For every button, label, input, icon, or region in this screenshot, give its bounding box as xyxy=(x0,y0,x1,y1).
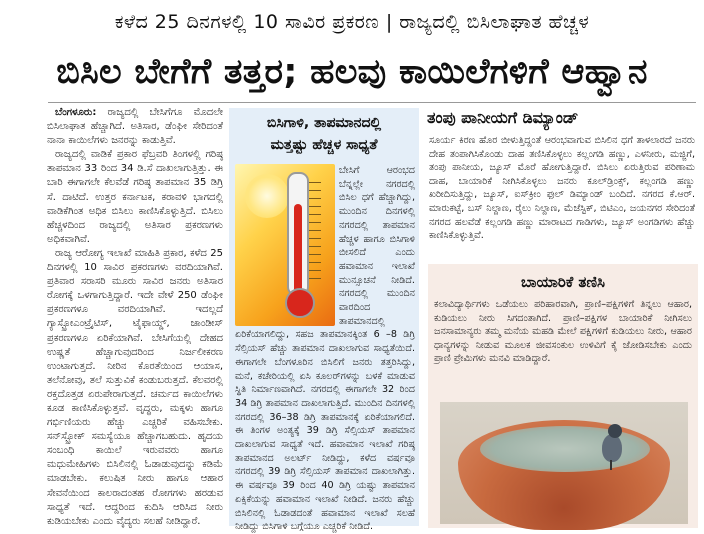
thermometer-ticks xyxy=(309,182,321,282)
bird-head xyxy=(608,424,622,438)
bird-icon xyxy=(598,424,628,470)
right-top-body xyxy=(429,134,695,258)
middle-box-heading xyxy=(229,112,419,162)
right-box-body xyxy=(434,298,692,398)
left-paragraph-3: ರಾಜ್ಯ ಆರೋಗ್ಯ ಇಲಾಖೆ ಮಾಹಿತಿ ಪ್ರಕಾರ, ಕಳೆದ 25 ದಿನಗಳಲ್ಲಿ 10 ಸಾವಿರ ಪ್ರಕರಣಗಳು ವರದಿಯಾಗಿವೆ. ಪ್ರತಿವಾರ ಸರಾಸರಿ ಮೂರು ಸಾವಿರ ಜನರು ಅತಿಸಾರ ರೋಗಕ್ಕೆ ಒಳಗಾಗುತ್ತಿದ್ದಾರೆ. ಇದೇ ವೇಳೆ 250 ಡೆಂಘೀ ಪ್ರಕರಣಗಳೂ ವರದಿಯಾಗಿವೆ. ಇದಲ್ಲದೆ ಗ್ಯಾಸ್ಟ್ರೋಎಂಟ್ರೈಟಿಸ್, ಟೈಫಾಯ್ಡ್, ಜಾಂಡೀಸ್ ಪ್ರಕರಣಗಳೂ ಏರಿಕೆಯಾಗಿವೆ. ಬೇಸಿಗೆಯಲ್ಲಿ ದೇಹದ ಉಷ್ಣತೆ ಹೆಚ್ಚಾಗುವುದರಿಂದ ನಿರ್ಜಲೀಕರಣ ಉಂಟಾಗುತ್ತದೆ. ನೀರಿನ ಕೊರತೆಯಿಂದ ಆಯಾಸ, ತಲೆನೋವು, ತಲೆ ಸುತ್ತುವಿಕೆ ಕಂಡುಬರುತ್ತದೆ. ಕೆಲವರಲ್ಲಿ ರಕ್ತದೊತ್ತಡ ಏರುಪೇರಾಗುತ್ತದೆ. ಚರ್ಮದ ಕಾಯಿಲೆಗಳು ಕೂಡ ಕಾಣಿಸಿಕೊಳ್ಳುತ್ತವೆ. ವೃದ್ಧರು, ಮಕ್ಕಳು ಹಾಗೂ ಗರ್ಭಿಣಿಯರು ಹೆಚ್ಚು ಎಚ್ಚರಿಕೆ ವಹಿಸಬೇಕು. ಸನ್‌ಸ್ಟ್ರೋಕ್ ಸಮಸ್ಯೆಯೂ ಹೆಚ್ಚಾಗಬಹುದು. ಹೃದಯ ಸಂಬಂಧಿ ಕಾಯಿಲೆ ಇರುವವರು ಹಾಗೂ ಮಧುಮೇಹಿಗಳು ಬಿಸಿಲಿನಲ್ಲಿ ಓಡಾಡುವುದನ್ನು ಕಡಿಮೆ ಮಾಡಬೇಕು. ಕಲುಷಿತ ನೀರು ಹಾಗೂ ಆಹಾರ ಸೇವನೆಯಿಂದ ಕಾಲರಾದಂತಹ ರೋಗಗಳು ಹರಡುವ ಸಾಧ್ಯತೆ ಇದೆ. ಆದ್ದರಿಂದ ಕುದಿಸಿ ಆರಿಸಿದ ನೀರು ಕುಡಿಯಬೇಕು ಎಂದು ವೈದ್ಯರು ಸಲಹೆ ನೀಡಿದ್ದಾರೆ. xyxy=(47,247,223,527)
dateline: ಬೆಂಗಳೂರು: xyxy=(55,107,97,118)
bird-leg xyxy=(610,460,612,470)
kicker-line: ಕಳೆದ 25 ದಿನಗಳಲ್ಲಿ 10 ಸಾವಿರ ಪ್ರಕರಣ | ರಾಜ್ಯದಲ್ಲಿ ಬಿಸಿಲಾಘಾತ ಹೆಚ್ಚಳ xyxy=(114,11,590,33)
left-column xyxy=(47,106,223,526)
right-top-text: ಸೂರ್ಯ ಕಿರಣ ಹೊರ ಬೀಳುತ್ತಿದ್ದಂತೆ ಆರಂಭವಾಗುವ ಬಿಸಿಲಿನ ಧಗೆ ತಾಳಲಾರದೆ ಜನರು ದೇಹ ತಂಪಾಗಿಸಿಕೊಂಡು ದಾಹ ತಣಿಸಿಕೊಳ್ಳಲು ಕಲ್ಲಂಗಡಿ ಹಣ್ಣು, ಎಳನೀರು, ಮಜ್ಜಿಗೆ, ತಂಪು ಪಾನೀಯ, ಜ್ಯೂಸ್ ಮೊರೆ ಹೋಗುತ್ತಿದ್ದಾರೆ. ಬಿಸಿಲು ಏರುತ್ತಿರುವ ಪರಿಣಾಮ ದಾಹ, ಬಾಯಾರಿಕೆ ನೀಗಿಸಿಕೊಳ್ಳಲು ಜನರು ಕೂಲ್‌ಡ್ರಿಂಕ್ಸ್, ಕಲ್ಲಂಗಡಿ ಹಣ್ಣು ಖರೀದಿಸುತ್ತಿದ್ದು, ಜ್ಯೂಸ್, ಐಸ್‌ಕ್ರೀಂ ಫುಲ್ ಡಿಮ್ಯಾಂಡ್ ಬಂದಿದೆ. ನಗರದ ಕೆ.ಆರ್. ಮಾರುಕಟ್ಟೆ, ಬಸ್ ನಿಲ್ದಾಣ, ರೈಲು ನಿಲ್ದಾಣ, ಮೆಜೆಸ್ಟಿಕ್, ಬಿಟಿಎಂ, ಜಯನಗರ ಸೇರಿದಂತೆ ನಗರದ ಹಲವೆಡೆ ಕಲ್ಲಂಗಡಿ ಹಣ್ಣು ಮಾರಾಟದ ಗಾಡಿಗಳು, ಜ್ಯೂಸ್ ಅಂಗಡಿಗಳು ಹೆಚ್ಚು ಕಾಣಿಸಿಕೊಳ್ಳುತ್ತಿವೆ. xyxy=(429,135,695,242)
right-box-text: ಕಲಾವಿದ್ಯಾರ್ಥಿಗಳು ಒಡೆಯಲು ಪರಿಹಾರವಾಗಿ, ಪ್ರಾಣಿ–ಪಕ್ಷಿಗಳಿಗೆ ತಿನ್ನಲು ಆಹಾರ, ಕುಡಿಯಲು ನೀರು ಸಿಗದಂತಾಗಿದೆ. ಪ್ರಾಣಿ–ಪಕ್ಷಿಗಳ ಬಾಯಾರಿಕೆ ನೀಗಿಸಲು ಜನಸಾಮಾನ್ಯರು ತಮ್ಮ ಮನೆಯ ಮಹಡಿ ಮೇಲೆ ಪಕ್ಷಿಗಳಿಗೆ ಕುಡಿಯಲು ನೀರು, ಆಹಾರ ಧಾನ್ಯಗಳನ್ನು ನೀಡುವ ಮೂಲಕ ಜೀವಸಂಕುಲ ಉಳಿವಿಗೆ ಕೈ ಜೋಡಿಸಬೇಕು ಎಂದು ಪ್ರಾಣಿ ಪ್ರೇಮಿಗಳು ಮನವಿ ಮಾಡಿದ್ದಾರೆ. xyxy=(434,299,692,365)
middle-box-body xyxy=(235,164,415,533)
middle-heading-line-2: ಮತ್ತಷ್ಟು ಹೆಚ್ಚಳ ಸಾಧ್ಯತೆ xyxy=(270,137,378,153)
thermometer-mercury xyxy=(294,204,302,296)
thermometer-bulb xyxy=(285,288,315,318)
main-headline: ಬಿಸಿಲ ಬೇಗೆಗೆ ತತ್ತರ; ಹಲವು ಕಾಯಿಲೆಗಳಿಗೆ ಆಹ್ವಾನ xyxy=(56,52,648,92)
middle-heading-line-1: ಬಿಸಿಗಾಳಿ, ತಾಪಮಾನದಲ್ಲಿ xyxy=(266,115,382,131)
bird-bowl-photo xyxy=(440,402,688,524)
right-top-heading: ತಂಪು ಪಾನೀಯಗೆ ಡಿಮ್ಯಾಂಡ್ xyxy=(427,108,579,127)
sun-icon xyxy=(245,174,289,218)
left-paragraph-1 xyxy=(47,106,223,148)
left-paragraph-1-text: ರಾಜ್ಯದಲ್ಲಿ ಬೇಸಿಗೆಗೂ ಮೊದಲೇ ಬಿಸಿಲಾಘಾತ ಹೆಚ್ಚಾಗಿದೆ. ಅತಿಸಾರ, ಡೆಂಘೀ ಸೇರಿದಂತೆ ನಾನಾ ಕಾಯಿಲೆಗಳು ಜನರನ್ನು ಕಾಡುತ್ತಿವೆ. xyxy=(47,107,223,147)
divider xyxy=(48,102,696,103)
middle-box-text: ಬೇಸಿಗೆ ಆರಂಭದ ಬೆನ್ನಲ್ಲೇ ನಗರದಲ್ಲಿ ಬಿಸಿಲ ಧಗೆ ಹೆಚ್ಚಾಗಿದ್ದು, ಮುಂದಿನ ದಿನಗಳಲ್ಲಿ ನಗರದಲ್ಲಿ ತಾಪಮಾನ ಹೆಚ್ಚಳ ಹಾಗೂ ಬಿಸಿಗಾಳಿ ಬೀಸಲಿದೆ ಎಂದು ಹವಾಮಾನ ಇಲಾಖೆ ಮುನ್ಸೂಚನೆ ನೀಡಿದೆ. ನಗರದಲ್ಲಿ ಮುಂದಿನ ವಾರದಿಂದ ತಾಪಮಾನದಲ್ಲಿ ಏರಿಕೆಯಾಗಲಿದ್ದು, ಸಹಜ ತಾಪಮಾನಕ್ಕಿಂತ 6 –8 ಡಿಗ್ರಿ ಸೆಲ್ಸಿಯಸ್ ಹೆಚ್ಚು ತಾಪಮಾನ ದಾಖಲಾಗುವ ಸಾಧ್ಯತೆಯಿದೆ. ಈಗಾಗಲೇ ಬೆಂಗಳೂರಿನ ಬಿಸಿಲಿಗೆ ಜನರು ತತ್ತರಿಸಿದ್ದು, ಮನೆ, ಕಚೇರಿಯಲ್ಲಿ ಏಸಿ ಕೂಲರ್‌ಗಳನ್ನು ಬಳಕೆ ಮಾಡುವ ಸ್ಥಿತಿ ನಿರ್ಮಾಣವಾಗಿದೆ. ನಗರದಲ್ಲಿ ಈಗಾಗಲೇ 32 ರಿಂದ 34 ಡಿಗ್ರಿ ತಾಪಮಾನ ದಾಖಲಾಗುತ್ತಿದೆ. ಮುಂದಿನ ದಿನಗಳಲ್ಲಿ ನಗರದಲ್ಲಿ 36–38 ಡಿಗ್ರಿ ತಾಪಮಾನಕ್ಕೆ ಏರಿಕೆಯಾಗಲಿದೆ. ಈ ತಿಂಗಳ ಅಂತ್ಯಕ್ಕೆ 39 ಡಿಗ್ರಿ ಸೆಲ್ಸಿಯಸ್ ತಾಪಮಾನ ದಾಖಲಾಗುವ ಸಾಧ್ಯತೆ ಇದೆ. ಹವಾಮಾನ ಇಲಾಖೆ ಗರಿಷ್ಠ ತಾಪಮಾನದ ಅಲರ್ಟ್ ನೀಡಿದ್ದು, ಕಳೆದ ವರ್ಷವೂ ನಗರದಲ್ಲಿ 39 ಡಿಗ್ರಿ ಸೆಲ್ಸಿಯಸ್ ತಾಪಮಾನ ದಾಖಲಾಗಿತ್ತು. ಈ ವರ್ಷವೂ 39 ರಿಂದ 40 ಡಿಗ್ರಿ ಯಷ್ಟು ತಾಪಮಾನ ಏಕ್ಸಿಕೆಯನ್ನು ಹವಾಮಾನ ಇಲಾಖೆ ನೀಡಿದೆ. ಜನರು ಹೆಚ್ಚು ಬಿಸಿಲಿನಲ್ಲಿ ಓಡಾಡದಂತೆ ಹವಾಮಾನ ಇಲಾಖೆ ಸಲಹೆ ನೀಡಿದ್ದು ಬಿಸಿಗಾಳಿ ಬಗ್ಗೆಯೂ ಎಚ್ಚರಿಕೆ ನೀಡಿದೆ. xyxy=(235,165,415,533)
thermometer-sun-image xyxy=(235,164,335,326)
bird-body xyxy=(602,434,622,462)
left-paragraph-2: ರಾಜ್ಯದಲ್ಲಿ ವಾಡಿಕೆ ಪ್ರಕಾರ ಫೆಬ್ರವರಿ ತಿಂಗಳಲ್ಲಿ ಗರಿಷ್ಠ ತಾಪಮಾನ 33 ರಿಂದ 34 ಡಿ.ಸೆ ದಾಖಲಾಗುತ್ತಿತ್ತು. ಈ ಬಾರಿ ಈಗಾಗಲೇ ಕೆಲವೆಡೆ ಗರಿಷ್ಠ ತಾಪಮಾನ 35 ಡಿಗ್ರಿ ಸೆ. ದಾಟಿದೆ. ಉತ್ತರ ಕರ್ನಾಟಕ, ಕರಾವಳಿ ಭಾಗದಲ್ಲಿ ವಾಡಿಕೆಗಿಂತ ಅಧಿಕ ಬಿಸಿಲು ಕಾಣಿಸಿಕೊಳ್ಳುತ್ತಿದೆ. ಬಿಸಿಲು ಹೆಚ್ಚಳದಿಂದ ರಾಜ್ಯದಲ್ಲಿ ಅತಿಸಾರ ಪ್ರಕರಣಗಳು ಅಧಿಕವಾಗಿವೆ. xyxy=(47,149,223,245)
right-box-heading: ಬಾಯಾರಿಕೆ ತಣಿಸಿ xyxy=(521,273,605,291)
